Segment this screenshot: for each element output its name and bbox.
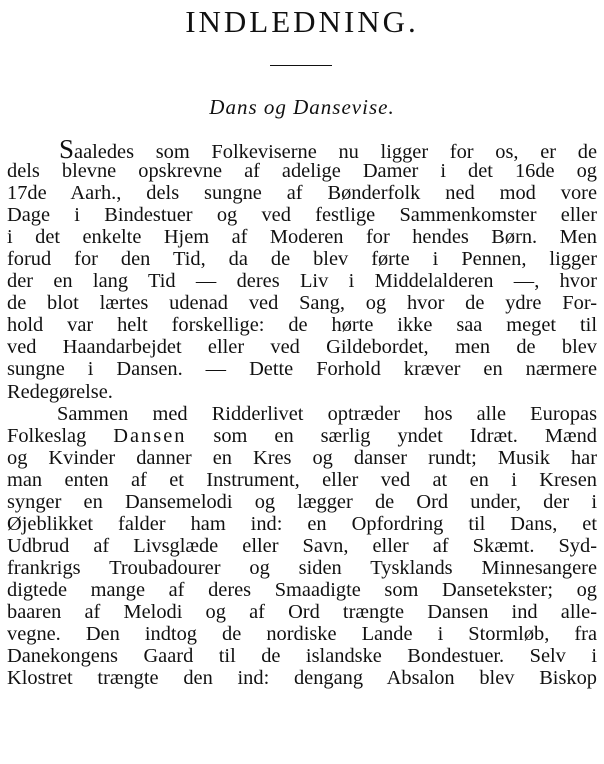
- paragraph-2-line: baaren af Melodi og af Ord trængte Dansen ind alle-: [7, 600, 597, 623]
- paragraph-1-line: der en lang Tid — deres Liv i Middelalderen —, hvor: [7, 270, 597, 293]
- paragraph-1-line: Dage i Bindestuer og ved festlige Sammenkomster eller: [7, 204, 597, 227]
- paragraph-2-line: man enten af et Instrument, eller ved at en i Kresen: [7, 468, 597, 491]
- initial-letter: S: [59, 134, 75, 164]
- paragraph-1-line: 17de Aarh., dels sungne af Bønderfolk ned mod vore: [7, 182, 597, 205]
- paragraph-2-line: Danekongens Gaard til de islandske Bondestuer. Selv i: [7, 645, 597, 668]
- paragraph-1-line: de blot lærtes udenad ved Sang, og hvor de ydre For-: [7, 292, 597, 315]
- paragraph-1-line: ved Haandarbejdet eller ved Gildebordet, men de blev: [7, 336, 597, 359]
- paragraph-2-line: vegne. Den indtog de nordiske Lande i Stormløb, fra: [7, 623, 597, 646]
- paragraph-2-line: Udbrud af Livsglæde eller Savn, eller af Skæmt. Syd-: [7, 534, 597, 557]
- paragraph-1-line: hold var helt forskellige: de hørte ikke saa meget til: [7, 314, 597, 337]
- paragraph-2-text: som en særlig yndet Idræt. Mænd: [186, 424, 597, 447]
- paragraph-2-line: og Kvinder danner en Kres og danser rundt; Musik har: [7, 446, 597, 469]
- paragraph-2-line: Øjeblikket falder ham ind: en Opfordring til Dans, et: [7, 512, 597, 535]
- section-subheading: Dans og Dansevise.: [209, 95, 395, 119]
- paragraph-1-first-line: aaledes som Folkeviserne nu ligger for os, er de: [74, 141, 597, 163]
- paragraph-2-line: Klostret trængte den ind: dengang Absalon blev Biskop: [7, 667, 597, 690]
- paragraph-2-line: frankrigs Troubadourer og siden Tysklands Minnesangere: [7, 556, 597, 579]
- chapter-heading: INDLEDNING.: [185, 4, 419, 39]
- paragraph-1-line: sungne i Dansen. — Dette Forhold kræver en nærmere: [7, 358, 597, 381]
- paragraph-1-line: [7, 134, 597, 164]
- paragraph-1-line: i det enkelte Hjem af Moderen for hendes Børn. Men: [7, 226, 597, 249]
- body-text: [7, 134, 597, 690]
- paragraph-2-line: digtede mange af deres Smaadigte som Dansetekster; og: [7, 578, 597, 601]
- paragraph-1-line: forud for den Tid, da de blev førte i Pennen, ligger: [7, 248, 597, 271]
- paragraph-2-first-line: Sammen med Ridderlivet optræder hos alle Europas: [57, 402, 597, 425]
- paragraph-1-line: dels blevne opskrevne af adelige Damer i det 16de og: [7, 160, 597, 183]
- emphasized-word: Dansen: [113, 424, 187, 447]
- paragraph-1-last-line: Redegørelse.: [7, 380, 113, 403]
- paragraph-2-line: synger en Dansemelodi og lægger de Ord under, der i: [7, 490, 597, 513]
- paragraph-2-line: [7, 425, 597, 447]
- heading-divider: [270, 65, 332, 66]
- paragraph-2-text: Folkeslag: [7, 424, 114, 447]
